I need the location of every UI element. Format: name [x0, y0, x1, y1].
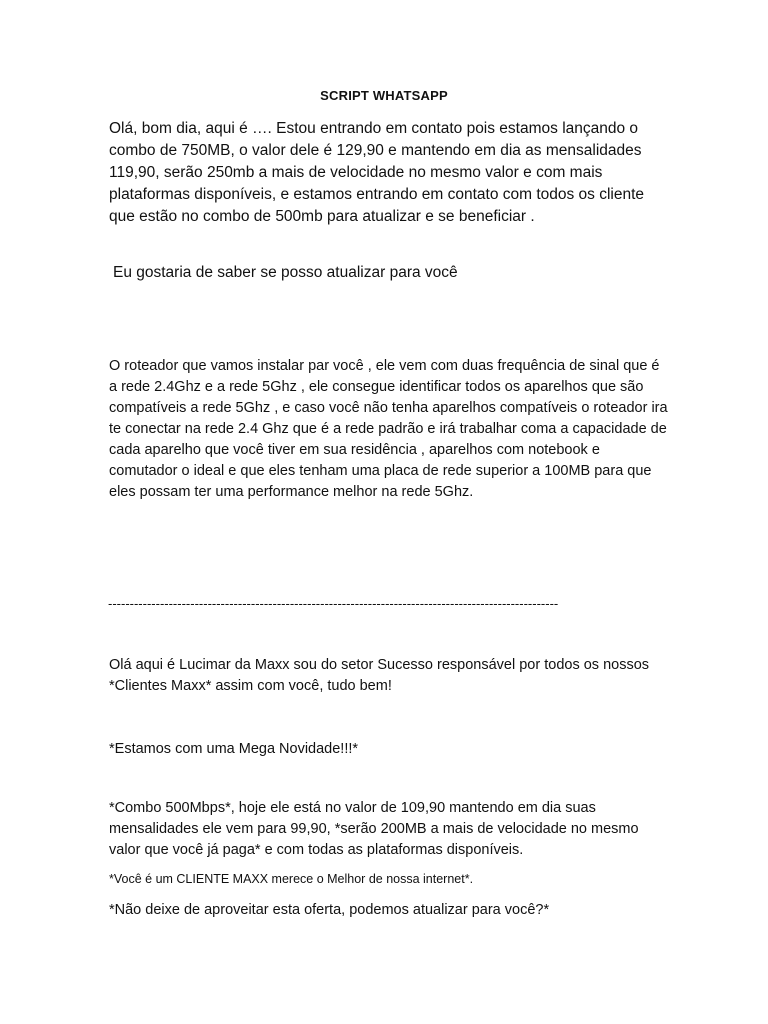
- separator-line: --------------------------------------------------------------------------------------------------------: [108, 596, 559, 611]
- paragraph-tagline: *Você é um CLIENTE MAXX merece o Melhor de nossa internet*.: [109, 872, 474, 886]
- paragraph-question: Eu gostaria de saber se posso atualizar para você: [113, 264, 458, 281]
- paragraph-greeting: Olá aqui é Lucimar da Maxx sou do setor Sucesso responsável por todos os nossos *Clientes Maxx* assim com você, tudo bem!: [109, 657, 650, 694]
- paragraph-news: *Estamos com uma Mega Novidade!!!*: [109, 741, 359, 757]
- paragraph-intro: Olá, bom dia, aqui é …. Estou entrando em contato pois estamos lançando o combo de 750MB, o valor dele é 129,90 e mantendo em dia as mensalidades 119,90, serão 250mb a mais de velocidade no mesmo valor e com mais plataformas disponíveis, e estamos entrando em contato com todos os cliente que estão no combo de 500mb para atualizar e se beneficiar .: [109, 120, 645, 225]
- paragraph-offer: *Combo 500Mbps*, hoje ele está no valor de 109,90 mantendo em dia suas mensalidades ele vem para 99,90, *serão 200MB a mais de velocidade no mesmo valor que você já paga* e com todas as plataformas disponíveis.: [109, 800, 639, 858]
- paragraph-closing: *Não deixe de aproveitar esta oferta, podemos atualizar para você?*: [109, 902, 550, 918]
- document-title: SCRIPT WHATSAPP: [320, 88, 448, 103]
- paragraph-router: O roteador que vamos instalar par você , ele vem com duas frequência de sinal que é a rede 2.4Ghz e a rede 5Ghz , ele consegue identificar todos os aparelhos que são compatíveis a rede 5Ghz , e caso você não tenha aparelhos compatíveis o roteador ira te conectar na rede 2.4 Ghz que é a rede padrão e irá trabalhar coma a capacidade de cada aparelho que você tiver em sua residência , aparelhos com notebook e comutador o ideal e que eles tenham uma placa de rede superior a 100MB para que eles possam ter uma performance melhor na rede 5Ghz.: [109, 358, 668, 500]
